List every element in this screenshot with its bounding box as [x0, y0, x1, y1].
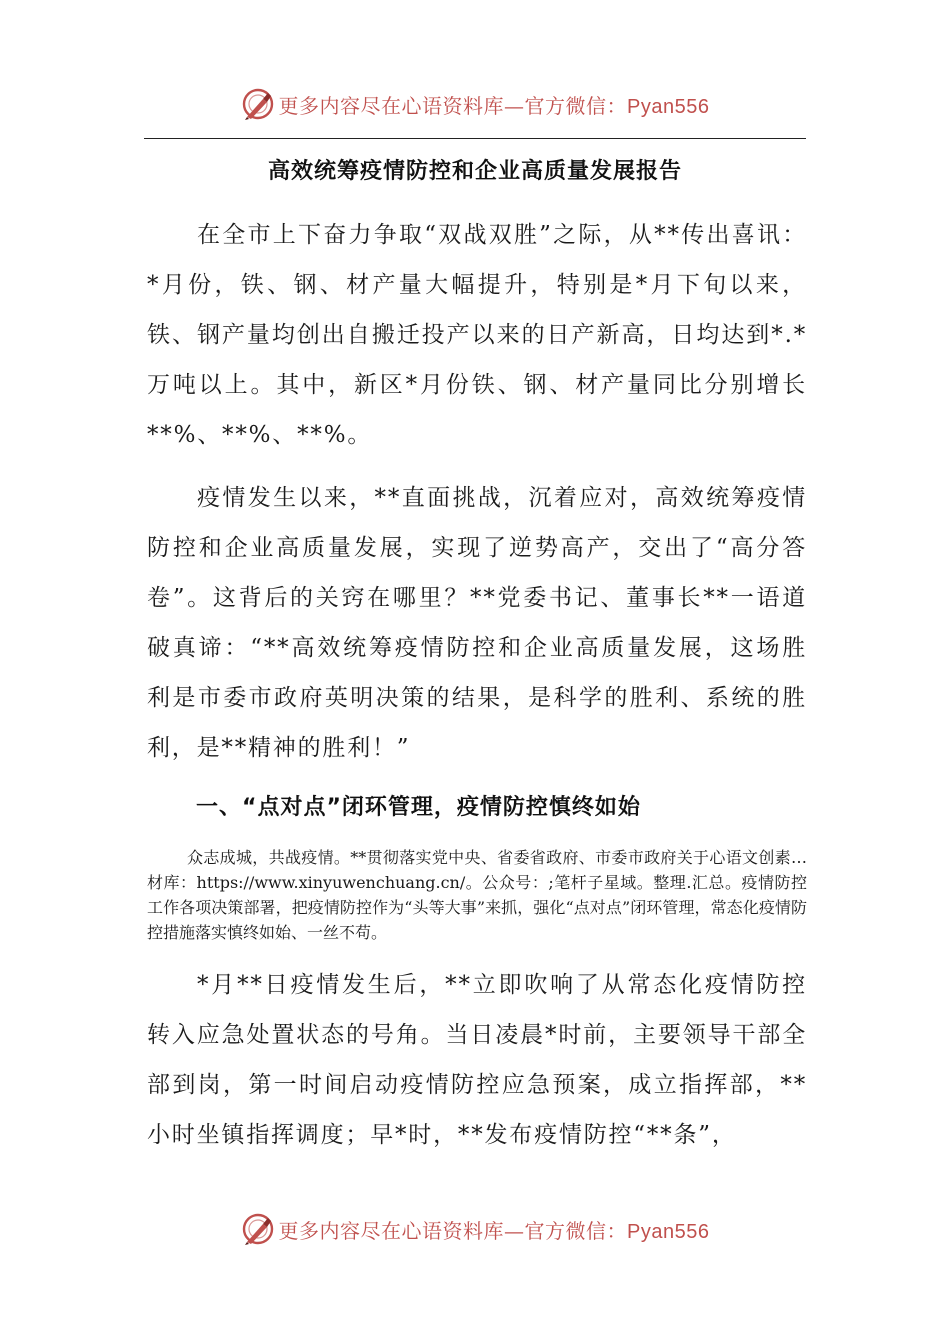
pen-logo-icon [241, 87, 275, 121]
section-heading-1: 一、“点对点”闭环管理，疫情防控慎终如始 [196, 795, 641, 820]
footer-banner [0, 1207, 950, 1251]
paragraph-1: 在全市上下奋力争取“双战双胜”之际，从**传出喜讯：*月份，铁、钢、材产量大幅提升，特别是*月下旬以来，铁、钢产量均创出自搬迁投产以来的日产新高，日均达到*.*万吨以上。其中，新区*月份铁、钢、材产量同比分别增长**%、**%、**%。 [147, 222, 807, 448]
header-banner-text: 更多内容尽在心语资料库—官方微信：Pyan556 [278, 93, 710, 118]
document-title: 高效统筹疫情防控和企业高质量发展报告 [267, 159, 682, 184]
pen-logo-icon [241, 1212, 275, 1246]
small-paragraph: 众志成城，共战疫情。**贯彻落实党中央、省委省政府、市委市政府关于心语文创素…材库：https://www.xinyuwenchuang.cn/。公众号：;笔杆子星域。整理.汇总。疫情防控工作各项决策部署，把疫情防控作为“头等大事”来抓，强化“点对点”闭环管理，常态化疫情防控措施落实慎终如始、一丝不苟。 [147, 848, 807, 942]
wechat-handle: Pyan556 [627, 1220, 710, 1243]
header-banner [0, 82, 950, 126]
paragraph-3: *月**日疫情发生后，**立即吹响了从常态化疫情防控转入应急处置状态的号角。当日凌晨*时前，主要领导干部全部到岗，第一时间启动疫情防控应急预案，成立指挥部，**小时坐镇指挥调度；早*时，**发布疫情防控“**条”， [147, 972, 807, 1148]
footer-banner-text: 更多内容尽在心语资料库—官方微信：Pyan556 [278, 1218, 710, 1243]
paragraph-2: 疫情发生以来，**直面挑战，沉着应对，高效统筹疫情防控和企业高质量发展，实现了逆势高产，交出了“高分答卷”。这背后的关窍在哪里？**党委书记、董事长**一语道破真谛：“**高效统筹疫情防控和企业高质量发展，这场胜利是市委市政府英明决策的结果，是科学的胜利、系统的胜利，是**精神的胜利！” [147, 485, 807, 761]
wechat-handle: Pyan556 [627, 95, 710, 118]
header-divider [144, 138, 806, 139]
